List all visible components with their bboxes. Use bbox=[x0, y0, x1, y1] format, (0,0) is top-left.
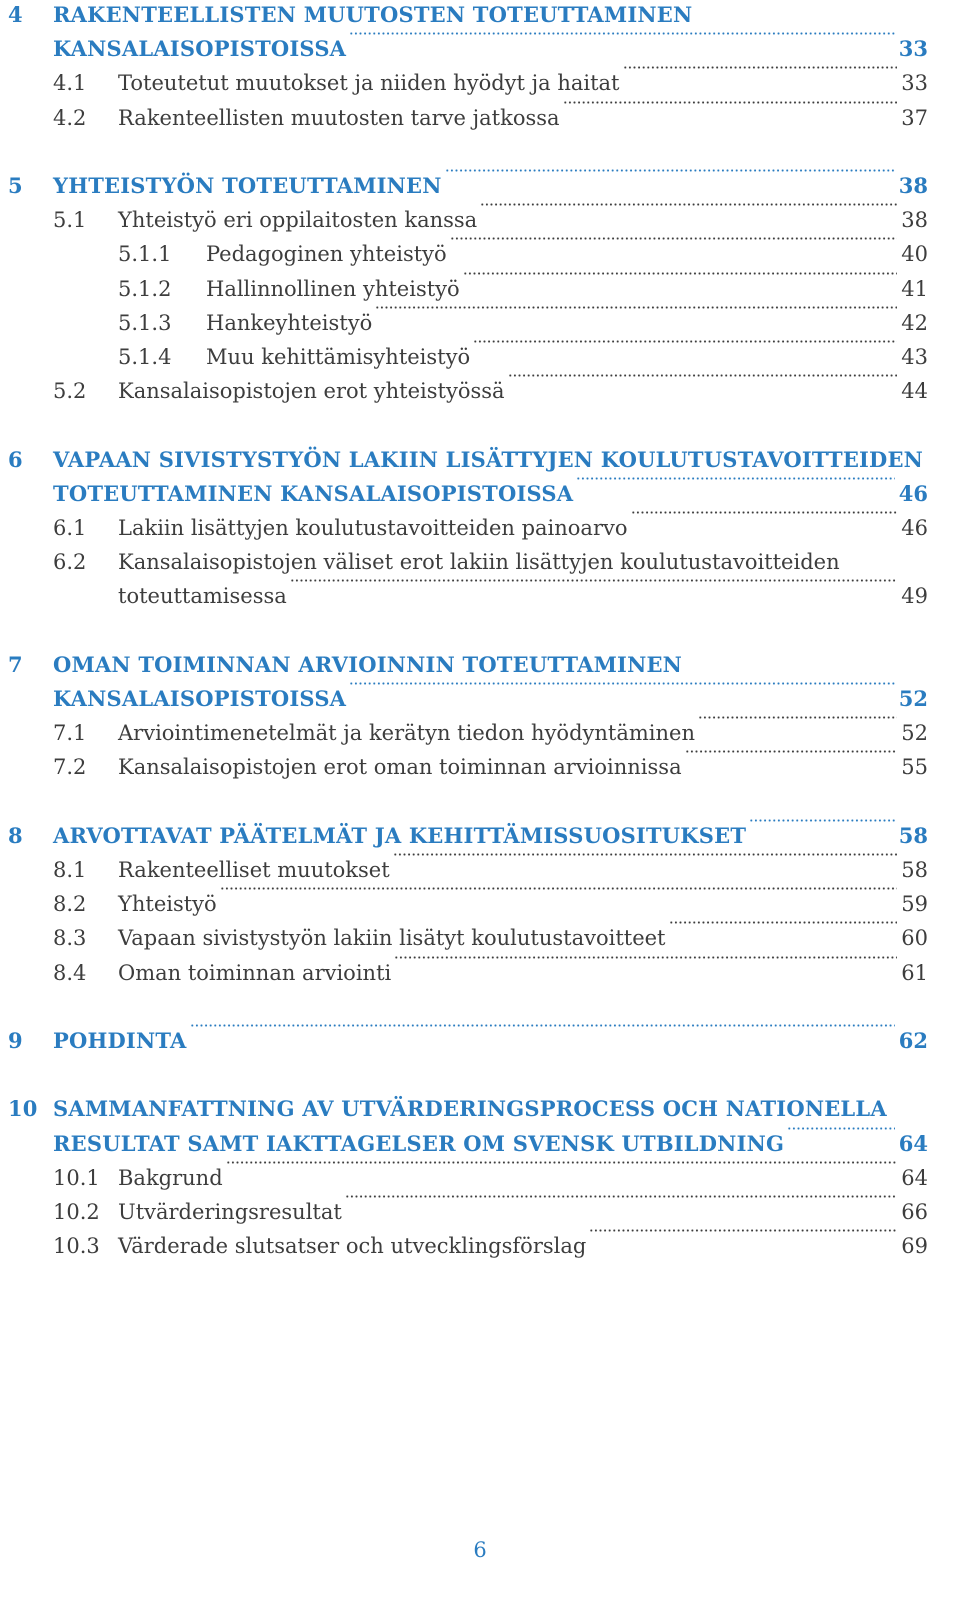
toc-entry[interactable] bbox=[0, 32, 928, 66]
dot-leader bbox=[394, 956, 897, 959]
toc-entry[interactable] bbox=[0, 203, 928, 237]
toc-page-number: 62 bbox=[897, 1024, 928, 1058]
dot-leader bbox=[473, 340, 897, 343]
toc-entry[interactable] bbox=[0, 237, 928, 271]
dot-leader bbox=[345, 1195, 897, 1198]
toc-number: 4 bbox=[8, 2, 23, 27]
toc-title: ARVOTTAVAT PÄÄTELMÄT JA KEHITTÄMISSUOSITUKSET bbox=[53, 822, 747, 848]
dot-leader bbox=[685, 750, 898, 753]
toc-number: 5.1 bbox=[53, 208, 87, 233]
toc-page-number: 37 bbox=[899, 101, 928, 135]
toc-entry[interactable] bbox=[0, 340, 928, 374]
toc-number: 5.2 bbox=[53, 379, 87, 404]
dot-leader bbox=[349, 32, 895, 35]
toc-number: 4.2 bbox=[53, 105, 87, 130]
toc-entry[interactable] bbox=[0, 477, 928, 511]
toc-page-number: 58 bbox=[897, 819, 928, 853]
toc-number: 10.3 bbox=[53, 1234, 100, 1259]
dot-leader bbox=[480, 203, 897, 206]
dot-leader bbox=[698, 716, 897, 719]
dot-leader bbox=[226, 1161, 898, 1164]
toc-title: Kansalaisopistojen erot oman toiminnan arvioinnissa bbox=[118, 755, 682, 780]
dot-leader bbox=[563, 101, 898, 104]
toc-page-number: 66 bbox=[899, 1195, 928, 1229]
toc-entry[interactable] bbox=[0, 101, 928, 135]
toc-number: 8.4 bbox=[53, 960, 87, 985]
toc-number: 8.1 bbox=[53, 858, 87, 882]
toc-title: Lakiin lisättyjen koulutustavoitteiden painoarvo bbox=[118, 516, 628, 540]
toc-title: VAPAAN SIVISTYSTYÖN LAKIIN LISÄTTYJEN KOULUTUSTAVOITTEIDEN bbox=[53, 446, 924, 472]
toc-page-number: 38 bbox=[899, 203, 928, 237]
toc-title: Kansalaisopistojen väliset erot lakiin lisättyjen koulutustavoitteiden bbox=[118, 550, 840, 575]
toc-number: 9 bbox=[8, 1028, 23, 1053]
toc-number: 7.1 bbox=[53, 721, 87, 746]
toc-page-number: 33 bbox=[899, 66, 928, 100]
toc-title: SAMMANFATTNING AV UTVÄRDERINGSPROCESS OCH NATIONELLA bbox=[53, 1096, 887, 1122]
toc-page-number: 64 bbox=[899, 1161, 928, 1195]
toc-title: Oman toiminnan arviointi bbox=[118, 960, 392, 985]
toc-entry[interactable] bbox=[0, 750, 928, 784]
toc-page-number: 64 bbox=[897, 1127, 928, 1161]
toc-number: 5.1.3 bbox=[118, 310, 172, 335]
dot-leader bbox=[375, 306, 897, 309]
toc-page-number: 43 bbox=[899, 340, 928, 374]
toc-title: Bakgrund bbox=[118, 1165, 223, 1190]
toc-number: 5 bbox=[8, 173, 23, 198]
toc-entry[interactable] bbox=[0, 511, 928, 545]
toc-page-number: 38 bbox=[897, 169, 928, 203]
toc-title: Yhteistyö bbox=[118, 892, 217, 917]
dot-leader bbox=[290, 579, 897, 582]
toc-entry[interactable] bbox=[0, 374, 928, 408]
toc-page-number: 58 bbox=[899, 853, 928, 887]
toc-title: Toteutetut muutokset ja niiden hyödyt ja haitat bbox=[118, 71, 620, 96]
toc-entry[interactable] bbox=[0, 306, 928, 340]
toc-title: POHDINTA bbox=[53, 1028, 187, 1053]
toc-page-number: 46 bbox=[899, 511, 928, 545]
toc-page-number: 41 bbox=[899, 272, 928, 306]
toc-number: 7.2 bbox=[53, 755, 87, 780]
dot-leader bbox=[623, 66, 898, 69]
toc-number: 8.2 bbox=[53, 892, 87, 917]
toc-page-number: 55 bbox=[899, 750, 928, 784]
toc-page-number: 42 bbox=[899, 306, 928, 340]
toc-number: 5.1.4 bbox=[118, 345, 172, 369]
toc-number: 6.1 bbox=[53, 516, 87, 540]
toc-entry[interactable] bbox=[0, 579, 928, 613]
toc-number: 10 bbox=[8, 1096, 38, 1122]
toc-entry[interactable] bbox=[0, 716, 928, 750]
toc-entry[interactable] bbox=[0, 1024, 928, 1058]
dot-leader bbox=[463, 272, 898, 275]
toc-entry[interactable] bbox=[0, 169, 928, 203]
toc-page-number: 52 bbox=[899, 716, 928, 750]
toc-number: 10.2 bbox=[53, 1200, 100, 1224]
toc-title: Muu kehittämisyhteistyö bbox=[206, 345, 471, 369]
toc-title: Vapaan sivistystyön lakiin lisätyt koulutustavoitteet bbox=[118, 926, 666, 951]
dot-leader bbox=[450, 237, 898, 240]
toc-entry[interactable] bbox=[0, 1092, 928, 1126]
toc-entry[interactable] bbox=[0, 66, 928, 100]
dot-leader bbox=[576, 477, 894, 480]
page-number: 6 bbox=[473, 1538, 487, 1562]
toc-title: Kansalaisopistojen erot yhteistyössä bbox=[118, 379, 505, 404]
toc-title: Pedagoginen yhteistyö bbox=[206, 242, 447, 267]
toc-page-number: 40 bbox=[899, 237, 928, 271]
toc-entry[interactable] bbox=[0, 1229, 928, 1263]
toc-entry[interactable] bbox=[0, 443, 928, 477]
dot-leader bbox=[393, 853, 898, 856]
toc-number: 5.1.1 bbox=[118, 242, 172, 267]
toc-title: RAKENTEELLISTEN MUUTOSTEN TOTEUTTAMINEN bbox=[53, 2, 693, 27]
toc-page-number: 69 bbox=[899, 1229, 928, 1263]
toc-page-number: 61 bbox=[899, 956, 928, 990]
toc-number: 7 bbox=[8, 651, 23, 677]
toc-title: Yhteistyö eri oppilaitosten kanssa bbox=[118, 208, 478, 233]
dot-leader bbox=[631, 511, 898, 514]
toc-number: 10.1 bbox=[53, 1165, 100, 1190]
toc-entry[interactable] bbox=[0, 956, 928, 990]
toc-number: 5.1.2 bbox=[118, 276, 172, 301]
dot-leader bbox=[190, 1024, 895, 1027]
toc-number: 6.2 bbox=[53, 550, 87, 575]
toc-page-number: 46 bbox=[897, 477, 928, 511]
dot-leader bbox=[669, 921, 898, 924]
toc-entry[interactable] bbox=[0, 1127, 928, 1161]
toc-title: Rakenteelliset muutokset bbox=[118, 858, 390, 882]
toc-title: KANSALAISOPISTOISSA bbox=[53, 686, 347, 711]
toc-title: YHTEISTYÖN TOTEUTTAMINEN bbox=[53, 173, 442, 198]
toc-title: Hallinnollinen yhteistyö bbox=[206, 276, 460, 301]
toc-title: Rakenteellisten muutosten tarve jatkossa bbox=[118, 105, 560, 130]
dot-leader bbox=[508, 374, 898, 377]
toc-number: 8 bbox=[8, 822, 23, 848]
toc-entry[interactable] bbox=[0, 819, 928, 853]
toc-title: Utvärderingsresultat bbox=[118, 1200, 342, 1224]
toc-number: 8.3 bbox=[53, 926, 87, 951]
toc-entry[interactable] bbox=[0, 272, 928, 306]
dot-leader bbox=[220, 887, 898, 890]
dot-leader bbox=[349, 682, 895, 685]
toc-title: Hankeyhteistyö bbox=[206, 310, 373, 335]
toc-page-number: 44 bbox=[899, 374, 928, 408]
toc-entry[interactable] bbox=[0, 853, 928, 887]
toc-entry[interactable] bbox=[0, 682, 928, 716]
toc-page-number: 52 bbox=[897, 682, 928, 716]
dot-leader bbox=[589, 1229, 897, 1232]
toc-title: RESULTAT SAMT IAKTTAGELSER OM SVENSK UTBILDNING bbox=[53, 1130, 785, 1156]
toc-title: OMAN TOIMINNAN ARVIOINNIN TOTEUTTAMINEN bbox=[53, 651, 683, 677]
toc-title: Värderade slutsatser och utvecklingsförslag bbox=[118, 1234, 587, 1259]
toc-page-number: 59 bbox=[899, 887, 928, 921]
toc-page-number: 33 bbox=[897, 32, 928, 66]
toc-entry[interactable] bbox=[0, 545, 928, 579]
toc-title: KANSALAISOPISTOISSA bbox=[53, 36, 347, 62]
toc-number: 4.1 bbox=[53, 71, 87, 96]
toc-entry[interactable] bbox=[0, 921, 928, 955]
dot-leader bbox=[749, 819, 895, 822]
toc-entry[interactable] bbox=[0, 1161, 928, 1195]
toc-number: 6 bbox=[8, 446, 23, 472]
toc-entry[interactable] bbox=[0, 648, 928, 682]
toc-entry[interactable] bbox=[0, 0, 928, 32]
toc-title: Arviointimenetelmät ja kerätyn tiedon hyödyntäminen bbox=[118, 721, 695, 746]
toc-page-number: 49 bbox=[899, 579, 928, 613]
toc-title: TOTEUTTAMINEN KANSALAISOPISTOISSA bbox=[53, 480, 574, 506]
toc-entry[interactable] bbox=[0, 1195, 928, 1229]
toc-page-number: 60 bbox=[899, 921, 928, 955]
dot-leader bbox=[787, 1127, 895, 1130]
toc-entry[interactable] bbox=[0, 887, 928, 921]
toc-title: toteuttamisessa bbox=[118, 584, 287, 609]
dot-leader bbox=[445, 169, 895, 172]
